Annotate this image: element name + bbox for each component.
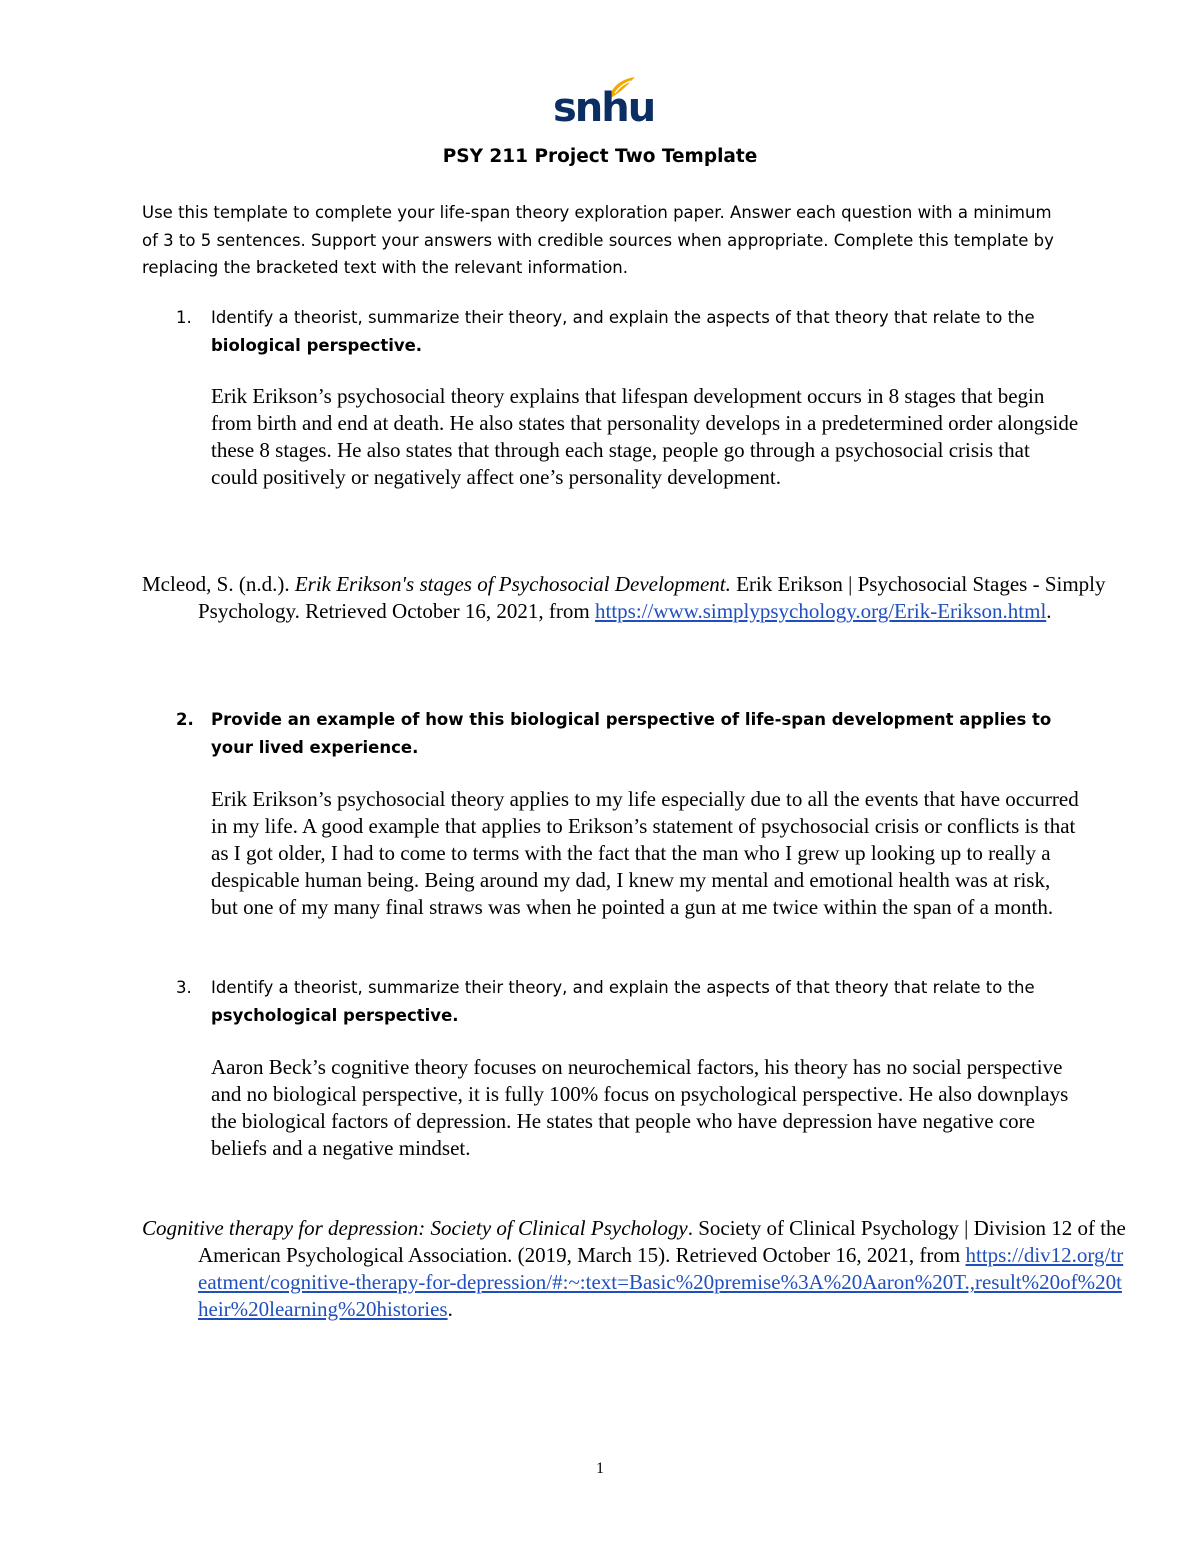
reference-title: Erik Erikson's stages of Psychosocial Development. (294, 572, 731, 596)
question-3 (176, 974, 1076, 1029)
reference-source: Erik Erikson | Psychosocial Stages - Simply Psychology. Retrieved October 16, 2021, from (198, 572, 1106, 623)
question-emphasis: example (316, 710, 396, 729)
question-text-rest: of how this biological perspective of life-span development applies to your lived experience. (211, 710, 1052, 757)
logo-wordmark: snhu (553, 85, 655, 131)
answer-3: Aaron Beck’s cognitive theory focuses on neurochemical factors, his theory has no social perspective and no biological perspective, it is fully 100% focus on psychological perspective. He also downplays the biological factors of depression. He states that people who have depression have negative core beliefs and a negative mindset. (211, 1055, 1069, 1160)
page-number: 1 (596, 1460, 604, 1477)
snhu-logo (553, 75, 655, 133)
reference-1 (142, 571, 1128, 625)
reference-title: Cognitive therapy for depression: Society of Clinical Psychology (142, 1216, 688, 1240)
question-2 (176, 706, 1076, 761)
question-number: 2. (176, 710, 194, 729)
reference-end: . (1046, 599, 1052, 623)
question-number: 3. (176, 978, 192, 997)
question-emphasis: psychological perspective. (211, 1005, 459, 1025)
question-1 (176, 304, 1076, 359)
page-title: PSY 211 Project Two Template (442, 146, 758, 167)
reference-author: Mcleod, S. (n.d.). (142, 572, 295, 596)
reference-end: . (447, 1297, 453, 1321)
answer-1: Erik Erikson’s psychosocial theory explains that lifespan development occurs in 8 stages that begin from birth and end at death. He also states that personality develops in a predetermined order alongside these 8 stages. He also states that through each stage, people go through a psychosocial crisis that could positively or negatively affect one’s personality development. (211, 384, 1079, 489)
reference-source: . Society of Clinical Psychology | Division 12 of the American Psychological Association. (2019, March 15). Retrieved October 16, 2021, from (198, 1216, 1126, 1267)
reference-link[interactable]: https://div12.org/treatment/cognitive-therapy-for-depression/#:~:text=Basic%20premise%3A%20Aaron%20T.,result%20of%20their%20learning%20histories (198, 1243, 1124, 1321)
question-text: Identify a theorist, summarize their theory, and explain the aspects of that theory that relate to the (211, 978, 1035, 997)
reference-2 (142, 1215, 1128, 1323)
answer-2: Erik Erikson’s psychosocial theory applies to my life especially due to all the events that have occurred in my life. A good example that applies to Erikson’s statement of psychosocial crisis or conflicts is that as I got older, I had to come to terms with the fact that the man who I grew up looking up to really a despicable human being. Being around my dad, I knew my mental and emotional health was at risk, but one of my many final straws was when he pointed a gun at me twice within the span of a month. (211, 787, 1079, 919)
question-text: Provide an (211, 710, 317, 729)
question-emphasis: biological perspective. (211, 335, 423, 355)
question-text: Identify a theorist, summarize their theory, and explain the aspects of that theory that relate to the (211, 308, 1035, 327)
intro-paragraph: Use this template to complete your life-span theory exploration paper. Answer each question with a minimum of 3 to 5 sentences. Support your answers with credible sources when appropriate. Complete this template by replacing the bracketed text with the relevant information. (142, 203, 1054, 277)
reference-link[interactable]: https://www.simplypsychology.org/Erik-Erikson.html (594, 599, 1047, 623)
question-number: 1. (176, 308, 192, 327)
